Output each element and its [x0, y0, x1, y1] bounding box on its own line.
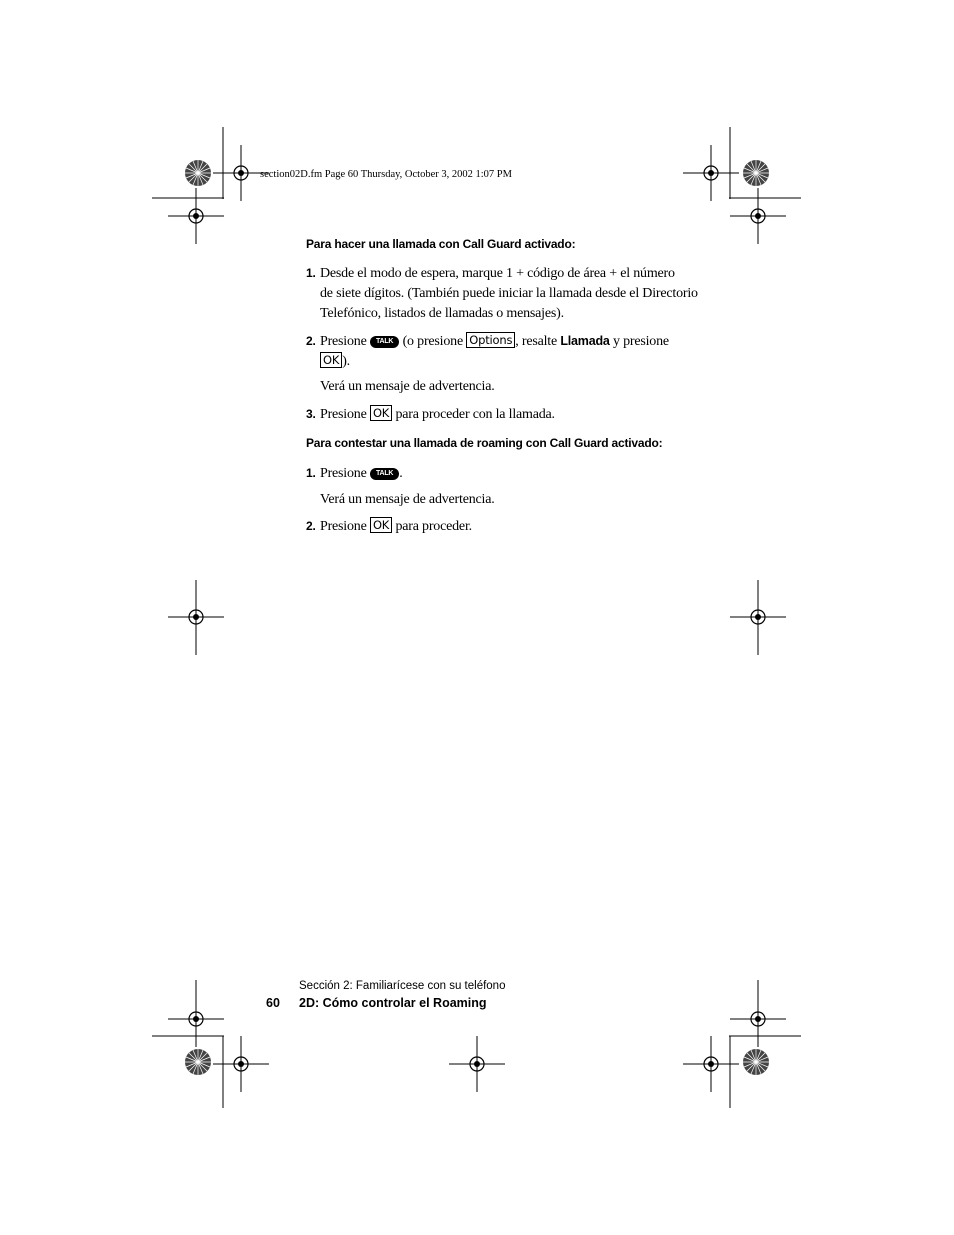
- section1-heading: Para hacer una llamada con Call Guard activado:: [306, 237, 576, 251]
- presione-text: Presione: [320, 519, 367, 534]
- ok-key-icon: OK: [370, 405, 392, 421]
- o-presione-text: (o presione: [402, 334, 463, 349]
- section1-step3: [306, 404, 706, 425]
- footer-section-title: Sección 2: Familiarícese con su teléfono: [299, 980, 506, 992]
- warning-note: Verá un mensaje de advertencia.: [320, 492, 495, 507]
- footer-chapter-title: 2D: Cómo controlar el Roaming: [299, 996, 487, 1010]
- section2-step1: [306, 463, 706, 484]
- options-key-icon: Options: [466, 332, 515, 348]
- section2-step2: [306, 516, 706, 537]
- llamada-text: Llamada: [560, 334, 610, 348]
- talk-key-icon: TALK: [370, 336, 399, 348]
- page-number: 60: [266, 996, 280, 1010]
- step-text-line3: Telefónico, listados de llamadas o mensajes).: [320, 306, 564, 321]
- step-text-line1: Desde el modo de espera, marque 1 + código de área + el número: [320, 266, 675, 281]
- presione-text: Presione: [320, 334, 367, 349]
- step-number: 1.: [306, 466, 316, 480]
- proceed-text: para proceder con la llamada.: [395, 407, 555, 422]
- step-text-line2: de siete dígitos. (También puede iniciar la llamada desde el Directorio: [320, 286, 698, 301]
- ok-key-icon: OK: [370, 517, 392, 533]
- ok-key-icon: OK: [320, 352, 342, 368]
- presione-text: Presione: [320, 466, 367, 481]
- section1-step1: [306, 263, 706, 324]
- section2-heading: Para contestar una llamada de roaming con Call Guard activado:: [306, 436, 663, 450]
- proceed-text: para proceder.: [395, 519, 472, 534]
- step-number: 3.: [306, 407, 316, 421]
- resalte-text: , resalte: [515, 334, 558, 349]
- section1-step2: [306, 331, 706, 372]
- file-info-header: section02D.fm Page 60 Thursday, October 3, 2002 1:07 PM: [260, 169, 512, 180]
- step-number: 2.: [306, 334, 316, 348]
- warning-note: Verá un mensaje de advertencia.: [320, 379, 495, 394]
- talk-key-icon: TALK: [370, 468, 399, 480]
- close-text: ).: [342, 354, 350, 369]
- y-presione-text: y presione: [612, 334, 669, 349]
- step-number: 1.: [306, 266, 316, 280]
- step-number: 2.: [306, 519, 316, 533]
- period-text: .: [399, 466, 403, 481]
- presione-text: Presione: [320, 407, 367, 422]
